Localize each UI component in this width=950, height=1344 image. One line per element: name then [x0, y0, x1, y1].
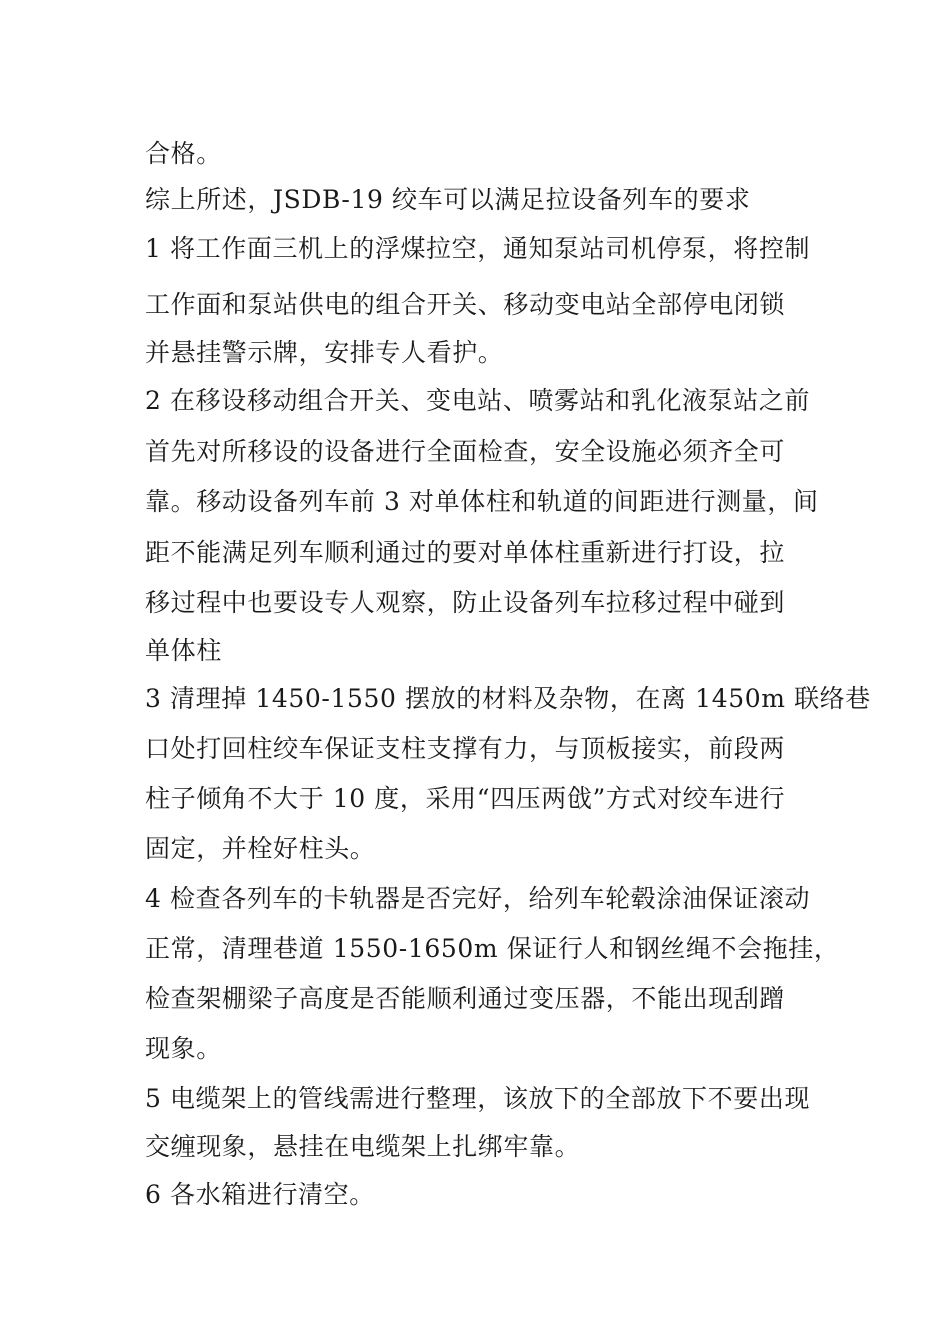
text-line: 1 将工作面三机上的浮煤拉空，通知泵站司机停泵，将控制	[145, 234, 811, 263]
text-line: 交缠现象，悬挂在电缆架上扎绑牢靠。	[145, 1132, 581, 1161]
text-line: 4 检查各列车的卡轨器是否完好，给列车轮毂涂油保证滚动	[145, 884, 811, 913]
text-line: 合格。	[145, 139, 222, 168]
text-line: 口处打回柱绞车保证支柱支撑有力，与顶板接实，前段两	[145, 734, 786, 763]
text-line: 首先对所移设的设备进行全面检查，安全设施必须齐全可	[145, 437, 786, 466]
text-line: 现象。	[145, 1034, 222, 1063]
text-line: 正常，清理巷道 1550-1650m 保证行人和钢丝绳不会拖挂，	[145, 934, 840, 963]
text-line: 检查架棚梁子高度是否能顺利通过变压器，不能出现刮蹭	[145, 984, 786, 1013]
text-line: 固定，并栓好柱头。	[145, 834, 376, 863]
text-line: 2 在移设移动组合开关、变电站、喷雾站和乳化液泵站之前	[145, 386, 811, 415]
text-line: 综上所述，JSDB-19 绞车可以满足拉设备列车的要求	[145, 185, 751, 214]
text-line: 单体柱	[145, 636, 222, 665]
text-line: 柱子倾角不大于 10 度，采用“四压两戗”方式对绞车进行	[145, 784, 786, 813]
text-line: 6 各水箱进行清空。	[145, 1180, 375, 1209]
text-line: 工作面和泵站供电的组合开关、移动变电站全部停电闭锁	[145, 290, 786, 319]
text-line: 5 电缆架上的管线需进行整理，该放下的全部放下不要出现	[145, 1084, 811, 1113]
text-line: 靠。移动设备列车前 3 对单体柱和轨道的间距进行测量，间	[145, 487, 819, 516]
text-line: 距不能满足列车顺利通过的要对单体柱重新进行打设，拉	[145, 538, 786, 567]
text-line: 3 清理掉 1450-1550 摆放的材料及杂物，在离 1450m 联络巷	[145, 684, 871, 713]
text-line: 移过程中也要设专人观察，防止设备列车拉移过程中碰到	[145, 588, 786, 617]
text-line: 并悬挂警示牌，安排专人看护。	[145, 338, 504, 367]
